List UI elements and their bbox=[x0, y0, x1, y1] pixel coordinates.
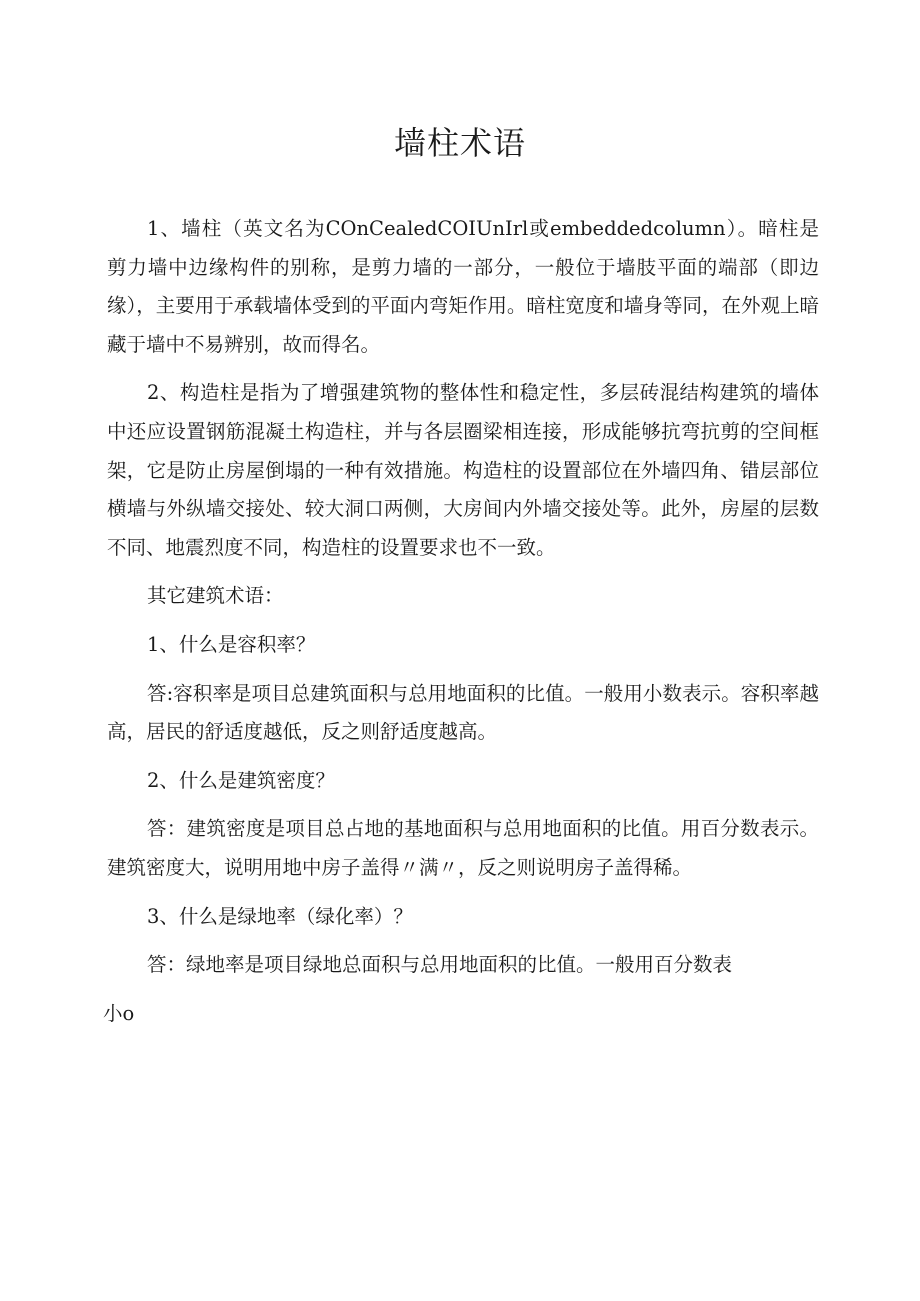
answer-building-density: 答：建筑密度是项目总占地的基地面积与总用地面积的比值。用百分数表示。建筑密度大，说明用地中房子盖得〃满〃，反之则说明房子盖得稀。 bbox=[107, 817, 819, 879]
question-floor-area-ratio: 1、什么是容积率？ bbox=[147, 632, 316, 656]
answer-floor-area-ratio: 答:容积率是项目总建筑面积与总用地面积的比值。一般用小数表示。容积率越高，居民的舒适度越低，反之则舒适度越高。 bbox=[107, 681, 819, 744]
paragraph-other-terms-heading: 其它建筑术语： bbox=[147, 584, 284, 608]
answer-green-ratio-continuation: 小o bbox=[103, 1001, 135, 1025]
question-building-density: 2、什么是建筑密度？ bbox=[147, 768, 335, 792]
paragraph-anzhu: 1、墙柱（英文名为COnCealedCOIUnIrl或embeddedcolumn）。暗柱是剪力墙中边缘构件的别称，是剪力墙的一部分，一般位于墙肢平面的端部（即边缘），主要用于承载墙体受到的平面内弯矩作用。暗柱宽度和墙身等同，在外观上暗藏于墙中不易辨别，故而得名。 bbox=[107, 217, 819, 356]
paragraph-gouzaozhu: 2、构造柱是指为了增强建筑物的整体性和稳定性，多层砖混结构建筑的墙体中还应设置钢筋混凝土构造柱，并与各层圈梁相连接，形成能够抗弯抗剪的空间框架，它是防止房屋倒塌的一种有效措施。构造柱的设置部位在外墙四角、错层部位横墙与外纵墙交接处、较大洞口两侧，大房间内外墙交接处等。此外，房屋的层数不同、地震烈度不同，构造柱的设置要求也不一致。 bbox=[107, 381, 819, 559]
question-green-ratio: 3、什么是绿地率（绿化率）？ bbox=[147, 904, 413, 928]
answer-green-ratio: 答：绿地率是项目绿地总面积与总用地面积的比值。一般用百分数表 bbox=[147, 953, 733, 977]
document-body bbox=[103, 210, 819, 1043]
page-title: 墙柱术语 bbox=[393, 124, 526, 162]
